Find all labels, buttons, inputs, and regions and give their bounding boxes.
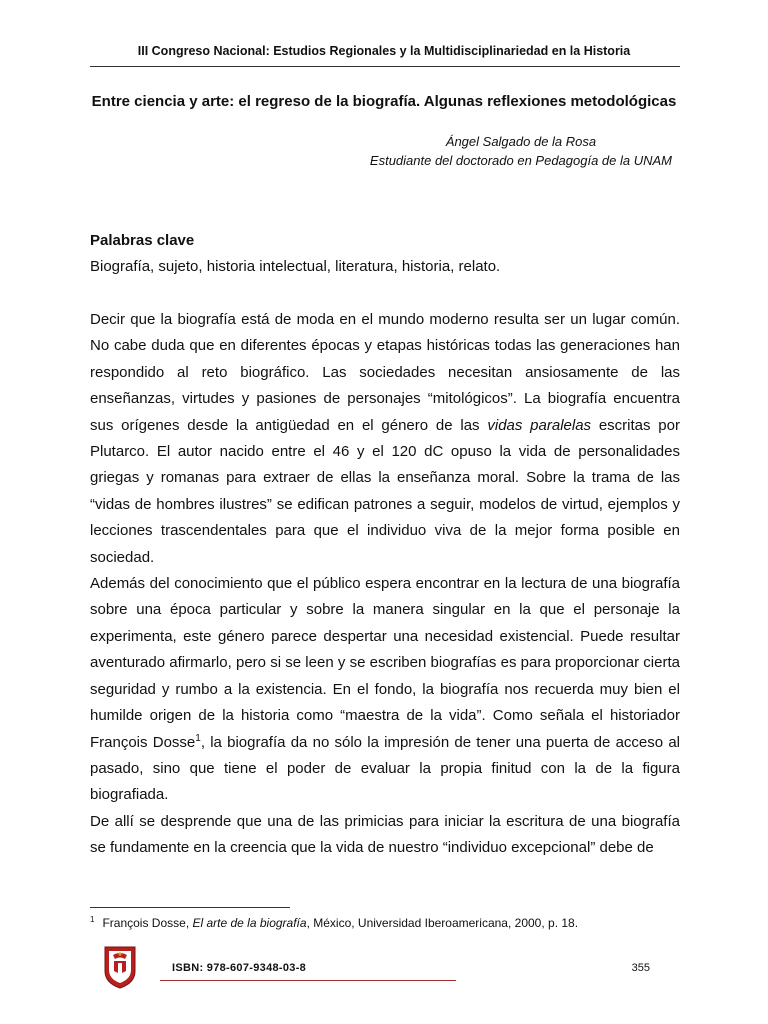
author-block — [370, 132, 672, 170]
paragraph-2-part-a: Además del conocimiento que el público espera encontrar en la lectura de una biografía sobre una época particular y sobre la manera singular en la que el personaje la experimenta, este género parece despertar una necesidad existencial. Puede resultar aventurado afirmarlo, pero si se leen y se escriben biografías es para proporcionar cierta seguridad y rumbo a la existencia. En el fondo, la biografía nos recuerda muy bien el humilde origen de la historia como “maestra de la vida”. Como señala el historiador François Dosse — [90, 575, 680, 751]
footnote-rest: , México, Universidad Iberoamericana, 2000, p. 18. — [306, 916, 579, 930]
university-shield-logo-icon — [103, 945, 137, 989]
paragraph-2 — [90, 571, 680, 809]
footnote-book-title: El arte de la biografía — [192, 916, 307, 930]
footnote-divider — [90, 907, 290, 908]
paragraph-3: De allí se desprende que una de las primicias para iniciar la escritura de una biografía se fundamente en la creencia que la vida de nuestro “individuo excepcional” debe de — [90, 812, 680, 857]
paragraph-1-part-a: Decir que la biografía está de moda en el mundo moderno resulta ser un lugar común. No cabe duda que en diferentes épocas y etapas históricas todas las generaciones han respondido al reto biográfico. Las sociedades necesitan ansiosamente de las enseñanzas, virtudes y pasiones de personajes “mitológicos”. La biografía encuentra sus orígenes desde la antigüedad en el género de las — [90, 311, 680, 434]
paragraph-1-part-b: escritas por Plutarco. El autor nacido entre el 46 y el 120 dC opuso la vida de personalidades griegas y romanas para extraer de ellas la enseñanza moral. Sobre la trama de las “vidas de hombres ilustres” se edifican patrones a seguir, modelos de virtud, ejemplos y lecciones trascendentales para que el individuo viva de la mejor forma posible en sociedad. — [90, 416, 680, 566]
paragraph-2-part-b: , la biografía da no sólo la impresión de tener una puerta de acceso al pasado, sino que tiene el poder de evaluar la propia finitud con la de la figura biografiada. — [90, 733, 681, 804]
author-name: Ángel Salgado de la Rosa — [445, 134, 597, 149]
body-text — [90, 307, 680, 862]
isbn-underline — [160, 980, 456, 981]
keywords-heading: Palabras clave — [90, 232, 195, 249]
author-affiliation: Estudiante del doctorado en Pedagogía de la UNAM — [369, 153, 672, 168]
italic-vidas-paralelas: vidas paralelas — [487, 416, 592, 434]
footnote-author: François Dosse, — [102, 916, 193, 930]
footnote-number: 1 — [90, 915, 95, 924]
page-number: 355 — [631, 962, 650, 974]
footnote-1 — [90, 915, 690, 930]
header-divider — [90, 66, 680, 67]
article-title: Entre ciencia y arte: el regreso de la biografía. Algunas reflexiones metodológicas — [91, 93, 677, 110]
footnote-ref-1[interactable]: 1 — [195, 732, 201, 744]
keywords-text: Biografía, sujeto, historia intelectual, literatura, historia, relato. — [90, 258, 501, 275]
paragraph-1 — [90, 307, 680, 571]
running-header: III Congreso Nacional: Estudios Regionales y la Multidisciplinariedad en la Historia — [137, 44, 631, 58]
isbn-label: ISBN: 978-607-9348-03-8 — [172, 962, 307, 974]
